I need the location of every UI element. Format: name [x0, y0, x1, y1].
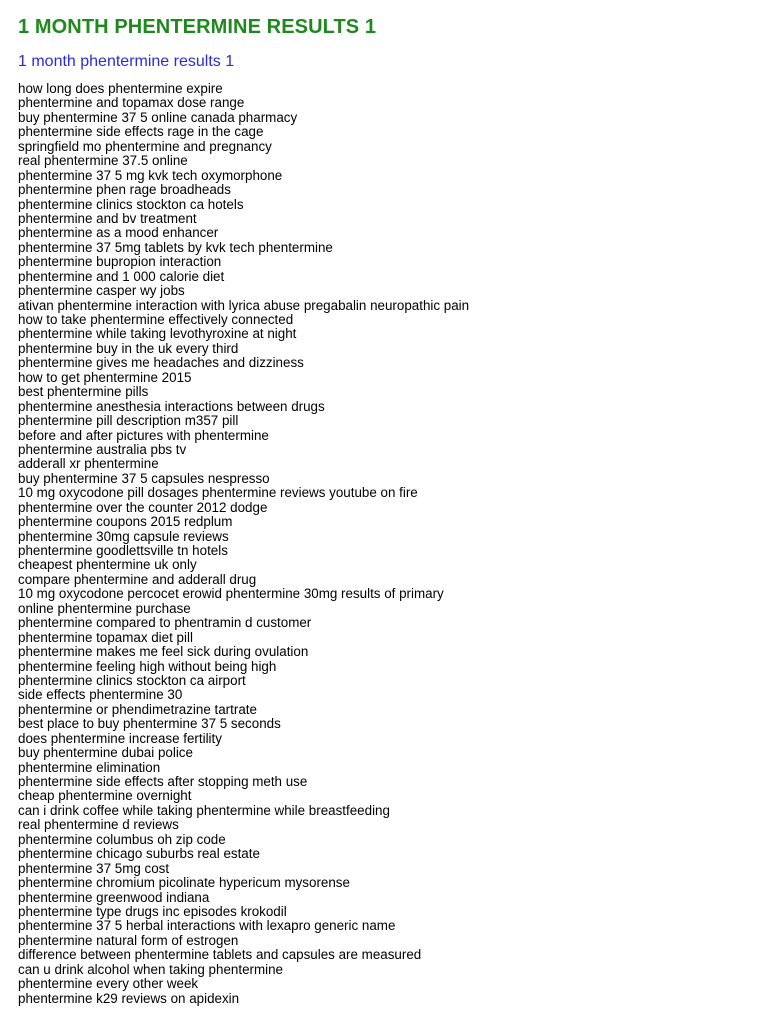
list-item: best place to buy phentermine 37 5 seconds [18, 716, 281, 732]
keyword-list [18, 82, 752, 1006]
list-item: how to get phentermine 2015 [18, 369, 192, 385]
list-item: phentermine over the counter 2012 dodge [18, 499, 268, 515]
list-item: phentermine chicago suburbs real estate [18, 846, 260, 862]
page-title: 1 MONTH PHENTERMINE RESULTS 1 [18, 16, 377, 38]
list-item: compare phentermine and adderall drug [18, 571, 257, 587]
list-item: phentermine and topamax dose range [18, 95, 245, 111]
list-item: buy phentermine 37 5 capsules nespresso [18, 470, 270, 486]
list-item: phentermine compared to phentramin d customer [18, 615, 312, 631]
list-item: buy phentermine dubai police [18, 745, 193, 761]
list-item: phentermine coupons 2015 redplum [18, 514, 233, 530]
list-item: phentermine columbus oh zip code [18, 831, 226, 847]
list-item: phentermine 37 5mg tablets by kvk tech phentermine [18, 239, 333, 255]
list-item: ativan phentermine interaction with lyrica abuse pregabalin neuropathic pain [18, 297, 470, 313]
list-item: phentermine phen rage broadheads [18, 182, 231, 198]
list-item: does phentermine increase fertility [18, 730, 222, 746]
list-item: phentermine or phendimetrazine tartrate [18, 701, 257, 717]
list-item: phentermine makes me feel sick during ovulation [18, 644, 309, 660]
list-item: phentermine australia pbs tv [18, 441, 187, 457]
list-item: phentermine elimination [18, 759, 161, 775]
list-item: phentermine 37 5mg cost [18, 860, 170, 876]
list-item: online phentermine purchase [18, 600, 191, 616]
list-item: phentermine anesthesia interactions between drugs [18, 398, 325, 414]
list-item: phentermine clinics stockton ca hotels [18, 196, 244, 212]
subheading-link[interactable]: 1 month phentermine results 1 [18, 53, 235, 70]
list-item: real phentermine 37.5 online [18, 153, 188, 169]
list-item: phentermine side effects rage in the cage [18, 124, 264, 140]
list-item: phentermine as a mood enhancer [18, 225, 219, 241]
list-item: difference between phentermine tablets and capsules are measured [18, 947, 422, 963]
list-item: cheapest phentermine uk only [18, 557, 197, 573]
list-item: phentermine buy in the uk every third [18, 340, 239, 356]
list-item: side effects phentermine 30 [18, 687, 183, 703]
list-item: springfield mo phentermine and pregnancy [18, 138, 272, 154]
list-item: phentermine every other week [18, 976, 199, 992]
list-item: phentermine while taking levothyroxine at night [18, 326, 297, 342]
list-item: phentermine goodlettsville tn hotels [18, 543, 228, 558]
list-item: cheap phentermine overnight [18, 788, 192, 804]
list-item: phentermine and bv treatment [18, 210, 197, 226]
list-item: real phentermine d reviews [18, 817, 179, 833]
list-item: before and after pictures with phentermine [18, 427, 269, 443]
list-item: phentermine greenwood indiana [18, 889, 210, 905]
list-item: phentermine natural form of estrogen [18, 932, 239, 948]
list-item: phentermine 37 5 mg kvk tech oxymorphone [18, 167, 283, 183]
list-item: phentermine side effects after stopping meth use [18, 774, 308, 789]
list-item: phentermine topamax diet pill [18, 629, 193, 645]
list-item: phentermine 37 5 herbal interactions with lexapro generic name [18, 918, 396, 934]
list-item: phentermine 30mg capsule reviews [18, 528, 229, 544]
list-item: phentermine bupropion interaction [18, 254, 222, 270]
list-item: can i drink coffee while taking phentermine while breastfeeding [18, 802, 390, 818]
list-item: phentermine gives me headaches and dizziness [18, 355, 304, 371]
list-item: 10 mg oxycodone pill dosages phentermine reviews youtube on fire [18, 485, 418, 501]
list-item: phentermine pill description m357 pill [18, 413, 239, 429]
list-item: phentermine clinics stockton ca airport [18, 672, 246, 688]
list-item: phentermine k29 reviews on apidexin [18, 990, 240, 1006]
list-item: how long does phentermine expire [18, 81, 223, 96]
list-item: can u drink alcohol when taking phentermine [18, 961, 284, 977]
list-item: 10 mg oxycodone percocet erowid phentermine 30mg results of primary [18, 586, 444, 602]
list-item: phentermine feeling high without being high [18, 658, 277, 674]
list-item: phentermine and 1 000 calorie diet [18, 268, 225, 284]
list-item: phentermine type drugs inc episodes krokodil [18, 903, 287, 919]
list-item: best phentermine pills [18, 384, 149, 400]
list-item: buy phentermine 37 5 online canada pharmacy [18, 109, 298, 125]
list-item: phentermine chromium picolinate hypericum mysorense [18, 875, 350, 891]
list-item: phentermine casper wy jobs [18, 283, 185, 299]
list-item: how to take phentermine effectively connected [18, 312, 294, 327]
list-item: adderall xr phentermine [18, 456, 159, 472]
